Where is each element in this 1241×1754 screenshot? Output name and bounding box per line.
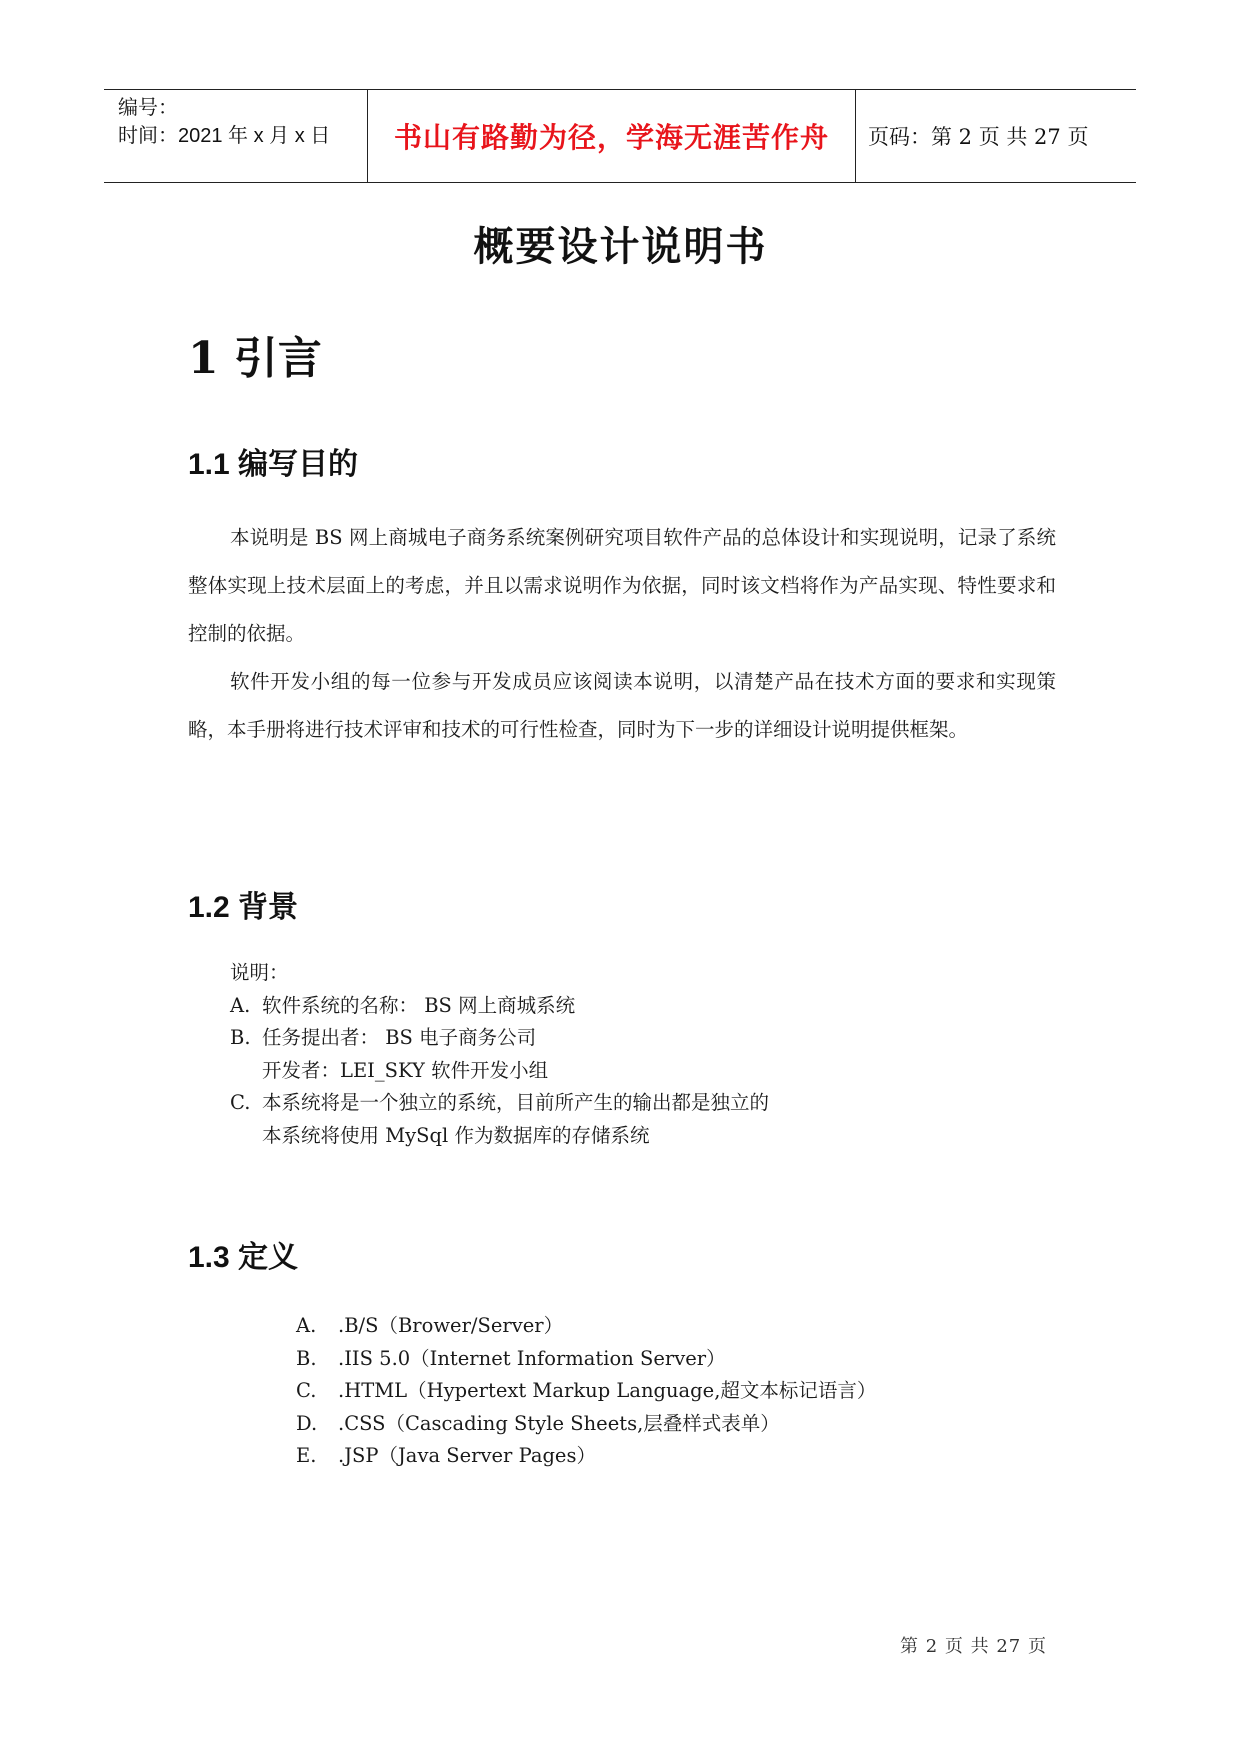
list-item-continuation: [230, 1120, 769, 1153]
list-item: [230, 1087, 769, 1120]
list-item-mark: D.: [296, 1411, 318, 1435]
background-intro: [230, 957, 769, 990]
list-item-text: 软件系统的名称： BS 网上商城系统: [262, 993, 576, 1017]
list-item-text: 开发者：LEI_SKY 软件开发小组: [262, 1058, 549, 1082]
list-item: [296, 1375, 876, 1408]
list-item-text: .JSP（Java Server Pages）: [338, 1444, 596, 1467]
list-item-text: 任务提出者： BS 电子商务公司: [262, 1026, 537, 1049]
paragraph-purpose-1: 本说明是 BS 网上商城电子商务系统案例研究项目软件产品的总体设计和实现说明，记录了系统整体实现上技术层面上的考虑，并且以需求说明作为依据，同时该文档将作为产品实现、特性要求和控制的依据。: [188, 526, 1056, 645]
list-item-mark: B.: [296, 1346, 317, 1370]
list-item-text: .B/S（Brower/Server）: [338, 1314, 564, 1337]
list-item: [296, 1408, 876, 1441]
list-item-mark: C.: [296, 1379, 317, 1402]
page-footer: 第 2 页 共 27 页: [900, 1636, 1047, 1657]
background-intro-text: 说明：: [230, 961, 289, 984]
document-time-label: 时间：2021 年 x 月 x 日: [118, 125, 331, 147]
list-item: [296, 1343, 876, 1376]
definition-list: [296, 1310, 876, 1473]
document-number-label: 编号：: [118, 97, 178, 119]
chapter-heading: 1 引言: [188, 333, 322, 384]
list-item-text: .HTML（Hypertext Markup Language,超文本标记语言）: [338, 1379, 877, 1402]
header-page-code: 页码：第 2 页 共 27 页: [868, 125, 1089, 149]
section-heading-1-2: 1.2 背景: [188, 891, 299, 924]
header-motto-cell: [368, 90, 856, 182]
list-item: [230, 1022, 769, 1055]
header-motto: 书山有路勤为径，学海无涯苦作舟: [393, 121, 829, 154]
list-item-mark: C.: [230, 1091, 251, 1114]
background-list: [230, 957, 769, 1152]
list-item-text: .IIS 5.0（Internet Information Server）: [338, 1346, 726, 1370]
list-item-mark: A.: [296, 1314, 317, 1337]
list-item-text: 本系统将是一个独立的系统，目前所产生的输出都是独立的: [262, 1091, 770, 1114]
paragraph-purpose-2: 软件开发小组的每一位参与开发成员应该阅读本说明，以清楚产品在技术方面的要求和实现策略，本手册将进行技术评审和技术的可行性检查，同时为下一步的详细设计说明提供框架。: [188, 670, 1056, 741]
list-item-text: .CSS（Cascading Style Sheets,层叠样式表单）: [338, 1411, 780, 1435]
section-heading-1-3: 1.3 定义: [188, 1241, 299, 1274]
list-item-text: 本系统将使用 MySql 作为数据库的存储系统: [262, 1123, 650, 1147]
header-meta: [104, 90, 368, 182]
list-item-mark: A.: [230, 993, 251, 1017]
list-item: [296, 1440, 876, 1473]
list-item-continuation: [230, 1055, 769, 1088]
list-item: [230, 990, 769, 1023]
document-title: 概要设计说明书: [473, 224, 768, 270]
section-heading-1-1: 1.1 编写目的: [188, 448, 359, 481]
list-item-mark: B.: [230, 1026, 251, 1049]
list-item-mark: E.: [296, 1444, 317, 1467]
list-item: [296, 1310, 876, 1343]
page-header: [104, 89, 1136, 183]
